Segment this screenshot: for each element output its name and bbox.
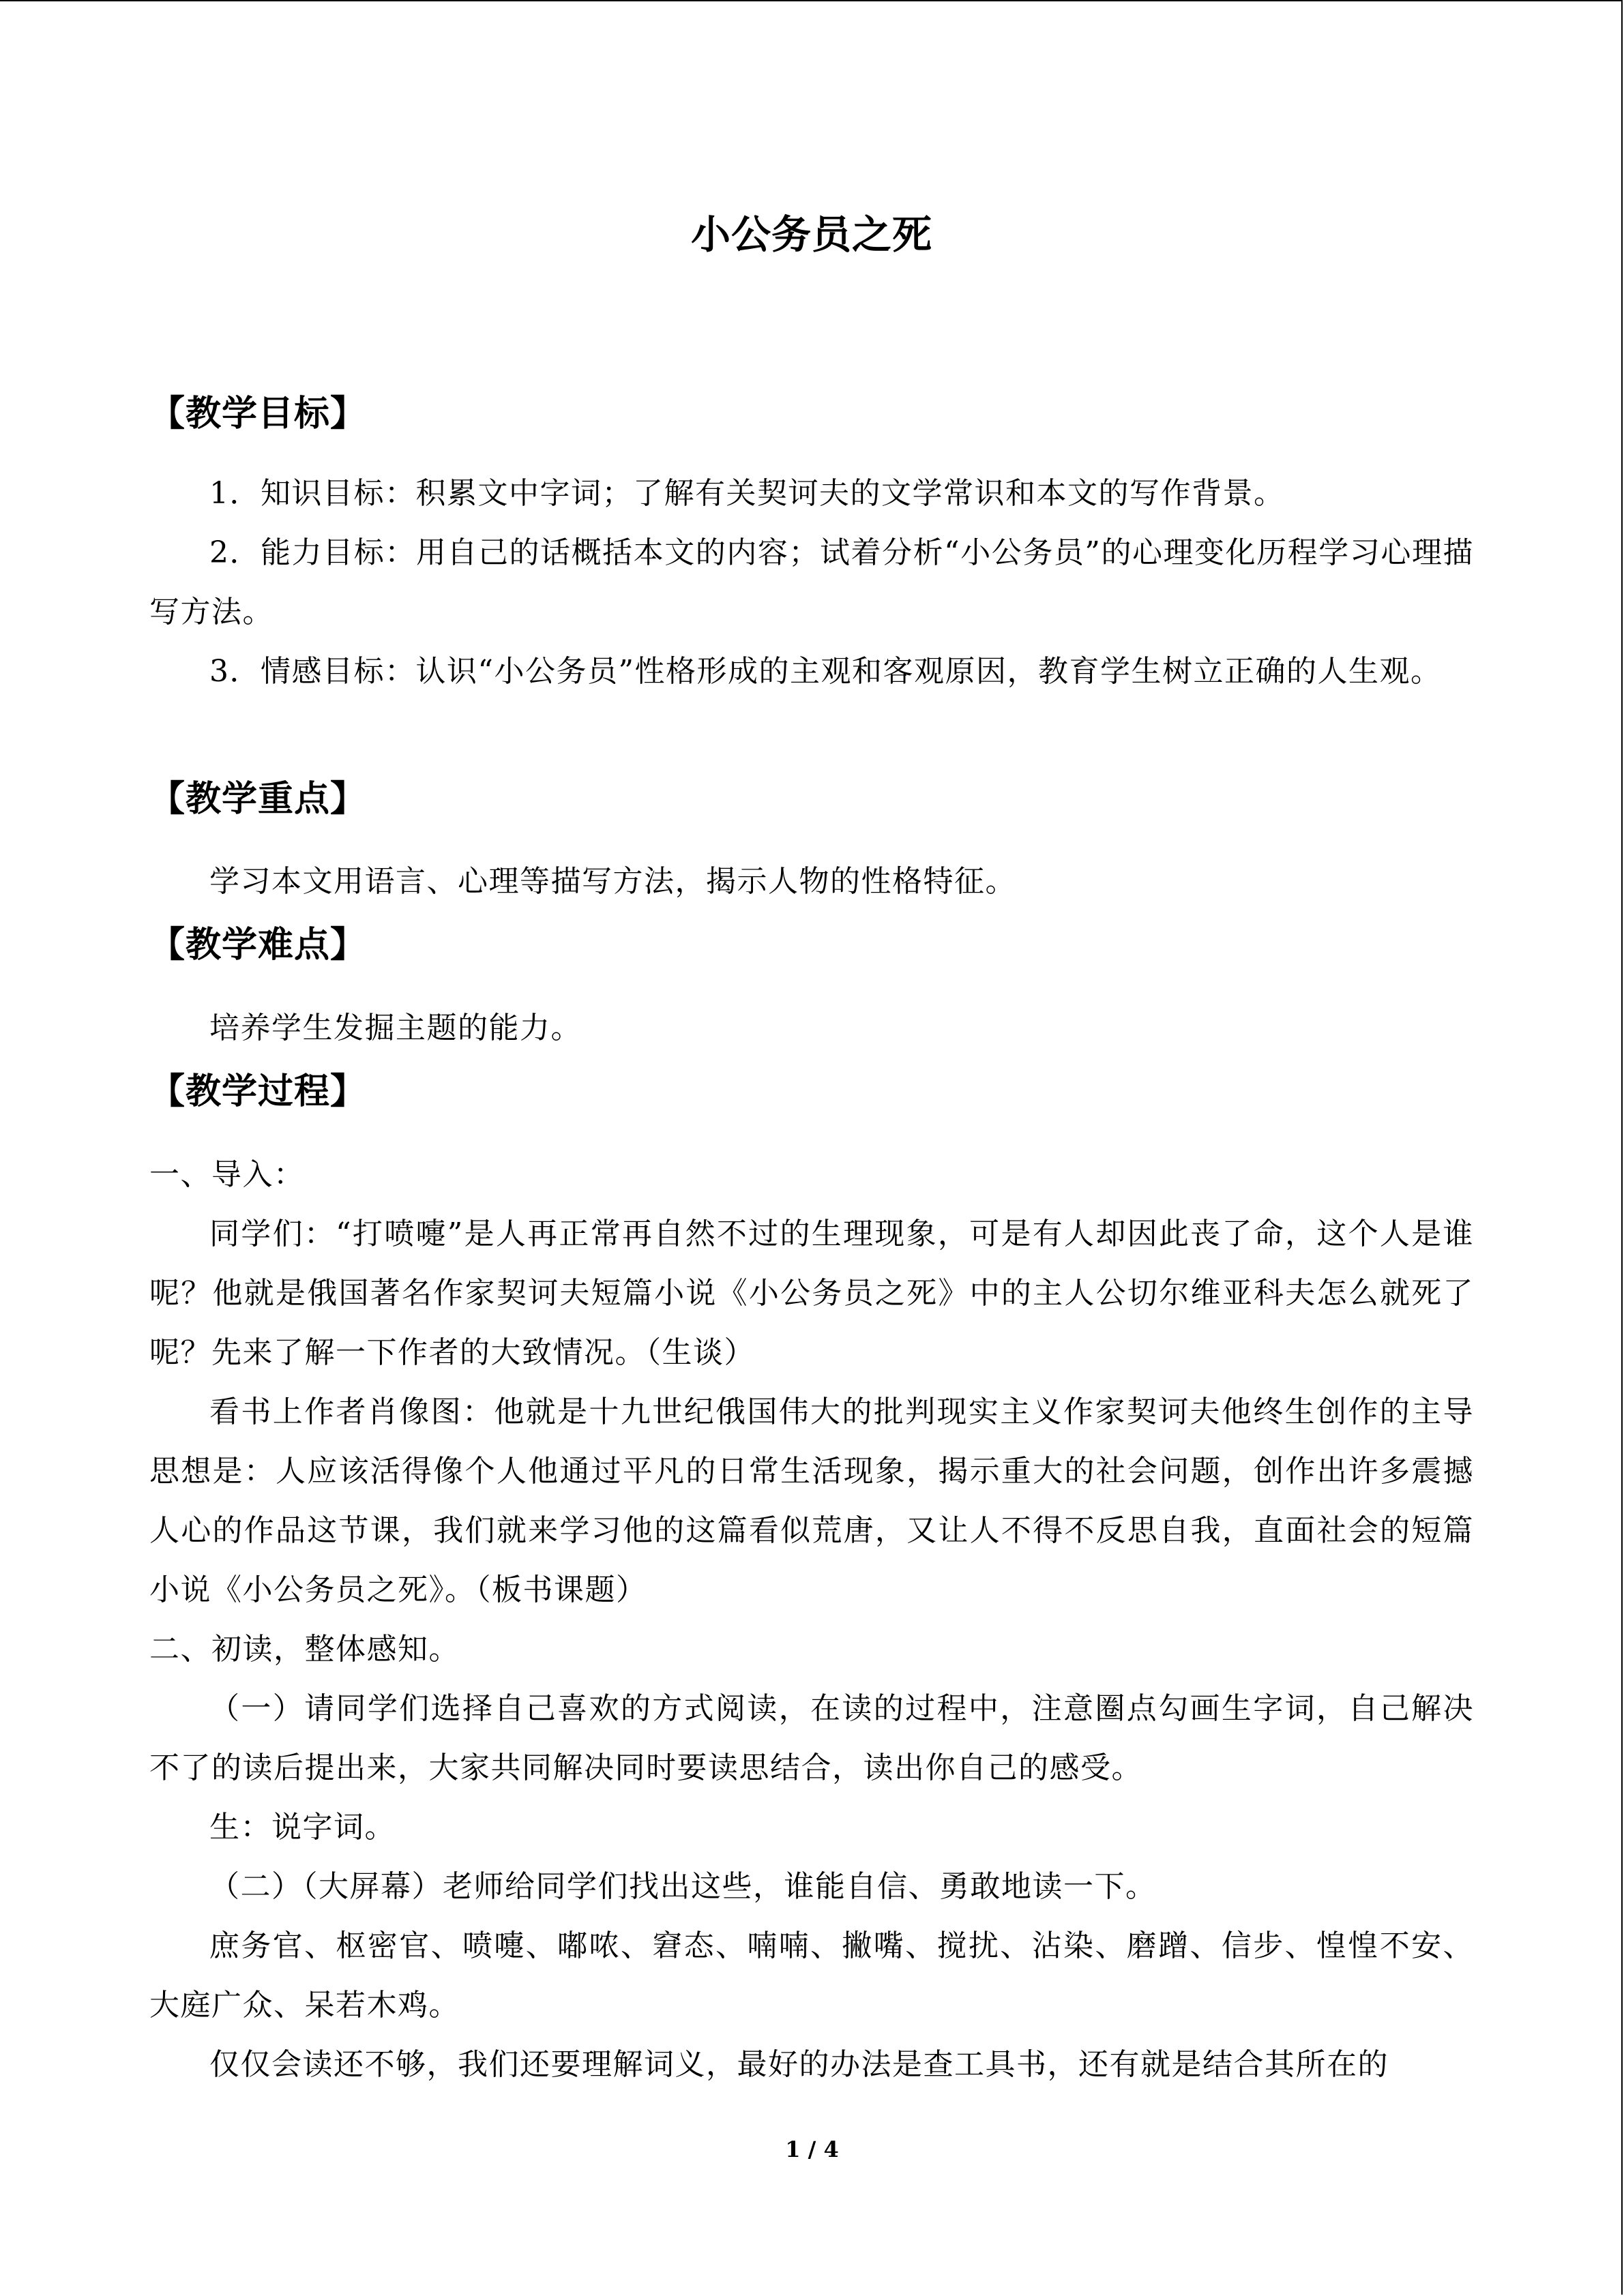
page-number: 1 / 4: [785, 2136, 839, 2162]
step-1-paragraph-1: 同学们：“打喷嚏”是人再正常再自然不过的生理现象，可是有人却因此丧了命，这个人是谁呢？他就是俄国著名作家契诃夫短篇小说《小公务员之死》中的主人公切尔维亚科夫怎么就死了呢？先来了解一下作者的大致情况。（生谈）: [149, 1217, 1474, 1370]
process-heading: 【教学过程】: [149, 1071, 367, 1112]
difficulties-text: 培养学生发掘主题的能力。: [209, 1011, 582, 1045]
key-points-text: 学习本文用语言、心理等描写方法，揭示人物的性格特征。: [209, 864, 1016, 899]
objective-1: 1．知识目标：积累文中字词；了解有关契诃夫的文学常识和本文的写作背景。: [209, 476, 1285, 511]
difficulties-heading: 【教学难点】: [149, 924, 367, 966]
step-2-paragraph-1: （一）请同学们选择自己喜欢的方式阅读，在读的过程中，注意圈点勾画生字词，自己解决不了的读后提出来，大家共同解决同时要读思结合，读出你自己的感受。: [149, 1691, 1474, 1785]
objective-3: 3．情感目标：认识“小公务员”性格形成的主观和客观原因，教育学生树立正确的人生观。: [209, 654, 1442, 689]
step-2-paragraph-2: 生：说字词。: [209, 1810, 396, 1845]
step-2-paragraph-5: 仅仅会读还不够，我们还要理解词义，最好的办法是查工具书，还有就是结合其所在的: [209, 2047, 1389, 2082]
step-2-title: 二、初读，整体感知。: [149, 1632, 460, 1667]
objective-2: 2．能力目标：用自己的话概括本文的内容；试着分析“小公务员”的心理变化历程学习心理描写方法。: [149, 535, 1474, 629]
step-1-title: 一、导入：: [149, 1157, 305, 1192]
step-2-paragraph-4: 庶务官、枢密官、喷嚏、嘟哝、窘态、喃喃、撇嘴、搅扰、沾染、磨蹭、信步、惶惶不安、大庭广众、呆若木鸡。: [149, 1928, 1474, 2023]
objectives-heading: 【教学目标】: [149, 393, 367, 434]
step-1-paragraph-2: 看书上作者肖像图：他就是十九世纪俄国伟大的批判现实主义作家契诃夫他终生创作的主导思想是：人应该活得像个人他通过平凡的日常生活现象，揭示重大的社会问题，创作出许多震撼人心的作品这节课，我们就来学习他的这篇看似荒唐，又让人不得不反思自我，直面社会的短篇小说《小公务员之死》。（板书课题）: [149, 1395, 1474, 1607]
document-title: 小公务员之死: [690, 211, 932, 258]
step-2-paragraph-3: （二）（大屏幕）老师给同学们找出这些，谁能自信、勇敢地读一下。: [209, 1869, 1157, 1904]
key-points-heading: 【教学重点】: [149, 778, 367, 820]
